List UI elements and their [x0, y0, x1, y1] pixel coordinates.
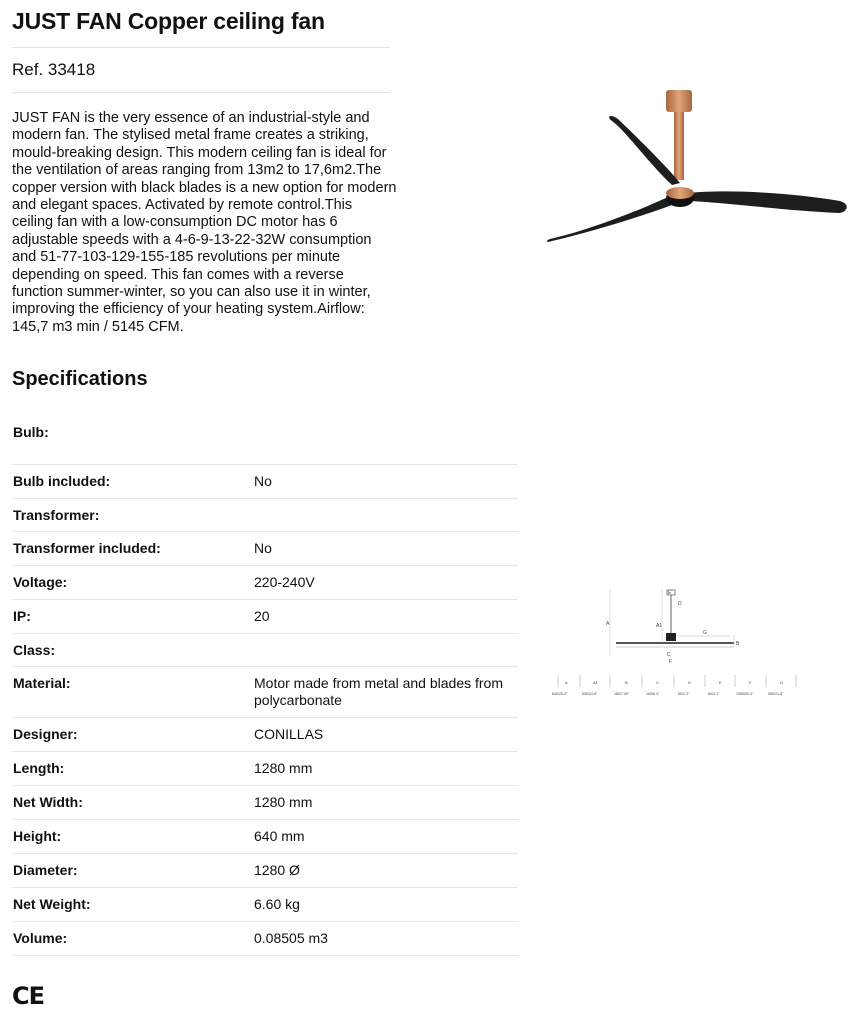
ce-mark-icon: CE — [12, 982, 45, 1010]
dimension-label-e: E — [668, 590, 672, 596]
spec-row-voltage — [12, 566, 518, 600]
dimension-label-a1: A1 — [656, 623, 663, 629]
spec-value: 6.60 kg — [254, 896, 300, 912]
spec-row-transformer — [12, 499, 518, 532]
dimension-table-value: 555/21.8" — [768, 692, 784, 696]
dimension-table-header: A1 — [593, 680, 598, 685]
spec-label: Voltage: — [13, 574, 68, 590]
dimension-table-header: C — [656, 680, 659, 685]
dimension-label-f: F — [669, 659, 673, 665]
spec-label: Net Weight: — [13, 896, 91, 912]
spec-value: 0.08505 m3 — [254, 930, 328, 946]
dimension-table-value: 630/24.8" — [582, 692, 598, 696]
spec-value: 20 — [254, 608, 270, 624]
dimension-label-g: G — [703, 630, 707, 636]
dimension-table-header: B — [625, 680, 628, 685]
dimension-table-header: F — [749, 680, 752, 685]
spec-row-height — [12, 820, 518, 854]
spec-row-net-width — [12, 786, 518, 820]
specifications-table — [12, 416, 518, 956]
spec-row-transformer-included — [12, 532, 518, 566]
dimension-table-header: E — [719, 680, 722, 685]
product-image-fan — [540, 85, 852, 250]
dimension-table-value: 60/2.3" — [678, 692, 690, 696]
dimension-table-value: 80/3.1" — [708, 692, 720, 696]
dimension-table-header: G — [780, 680, 784, 685]
spec-label: Transformer: — [13, 507, 100, 523]
spec-value — [253, 499, 518, 532]
divider — [12, 47, 390, 48]
spec-value: 640 mm — [254, 828, 305, 844]
dimension-diagram — [548, 585, 798, 700]
spec-label: Diameter: — [13, 862, 78, 878]
spec-label: Height: — [13, 828, 62, 844]
spec-label: Net Width: — [13, 794, 83, 810]
spec-label: Class: — [13, 642, 56, 658]
spec-value: CONILLAS — [254, 726, 324, 742]
product-title: JUST FAN Copper ceiling fan — [12, 8, 325, 34]
divider — [12, 92, 390, 93]
spec-label: Volume: — [13, 930, 68, 946]
dimension-label-a: A — [606, 621, 610, 627]
spec-value: No — [254, 540, 272, 556]
spec-label: Transformer included: — [13, 540, 161, 556]
spec-label: Bulb: — [13, 424, 49, 440]
dimension-table-value: 160/6.3" — [646, 692, 660, 696]
spec-label: IP: — [13, 608, 31, 624]
dimension-label-b: B — [736, 641, 740, 647]
spec-label: Bulb included: — [13, 473, 111, 489]
spec-value: Motor made from metal and blades from polycarbonate — [254, 675, 503, 708]
spec-value: 1280 mm — [254, 794, 313, 810]
spec-row-bulb — [12, 416, 518, 465]
spec-row-material — [12, 667, 518, 718]
dimension-table-value: 180/7.05" — [614, 692, 630, 696]
product-reference: Ref. 33418 — [12, 60, 96, 79]
spec-row-class — [12, 634, 518, 667]
spec-label: Length: — [13, 760, 65, 776]
spec-row-bulb-included — [12, 465, 518, 499]
spec-row-volume — [12, 922, 518, 956]
spec-label: Designer: — [13, 726, 78, 742]
spec-value: No — [254, 473, 272, 489]
spec-value — [253, 634, 518, 667]
spec-value: 1280 mm — [254, 760, 313, 776]
dimension-table-value: 640/25.2" — [552, 692, 568, 696]
dimension-table-header: A — [565, 680, 568, 685]
dimension-label-c: C — [667, 652, 671, 658]
spec-row-net-weight — [12, 888, 518, 922]
spec-value — [253, 416, 518, 465]
spec-row-ip — [12, 600, 518, 634]
spec-value: 220-240V — [254, 574, 315, 590]
dimension-table-header: D — [688, 680, 691, 685]
dimension-label-d: D — [678, 601, 682, 607]
product-description: JUST FAN is the very essence of an industrial-style and modern fan. The stylised metal frame creates a striking, mould-breaking design. This modern ceiling fan is ideal for the ventilation of areas ranging from 13m2 to 17,6m2.The copper version with black blades is a new option for modern and elegant spaces. Activated by remote control.This ceiling fan with a low-consumption DC motor has 6 adjustable speeds with a 4-6-9-13-22-32W consumption and 51-77-103-129-155-185 revolutions per minute depending on speed. This fan comes with a reverse function summer-winter, so you can also use it in winter, improving the efficiency of your heating system.Airflow: 145,7 m3 min / 5145 CFM. — [12, 110, 397, 335]
spec-row-designer — [12, 718, 518, 752]
spec-row-diameter — [12, 854, 518, 888]
spec-row-length — [12, 752, 518, 786]
spec-value: 1280 Ø — [254, 862, 300, 878]
spec-label: Material: — [13, 675, 71, 691]
specifications-heading: Specifications — [12, 368, 148, 390]
dimension-table-value: 1280/50.4" — [736, 692, 754, 696]
